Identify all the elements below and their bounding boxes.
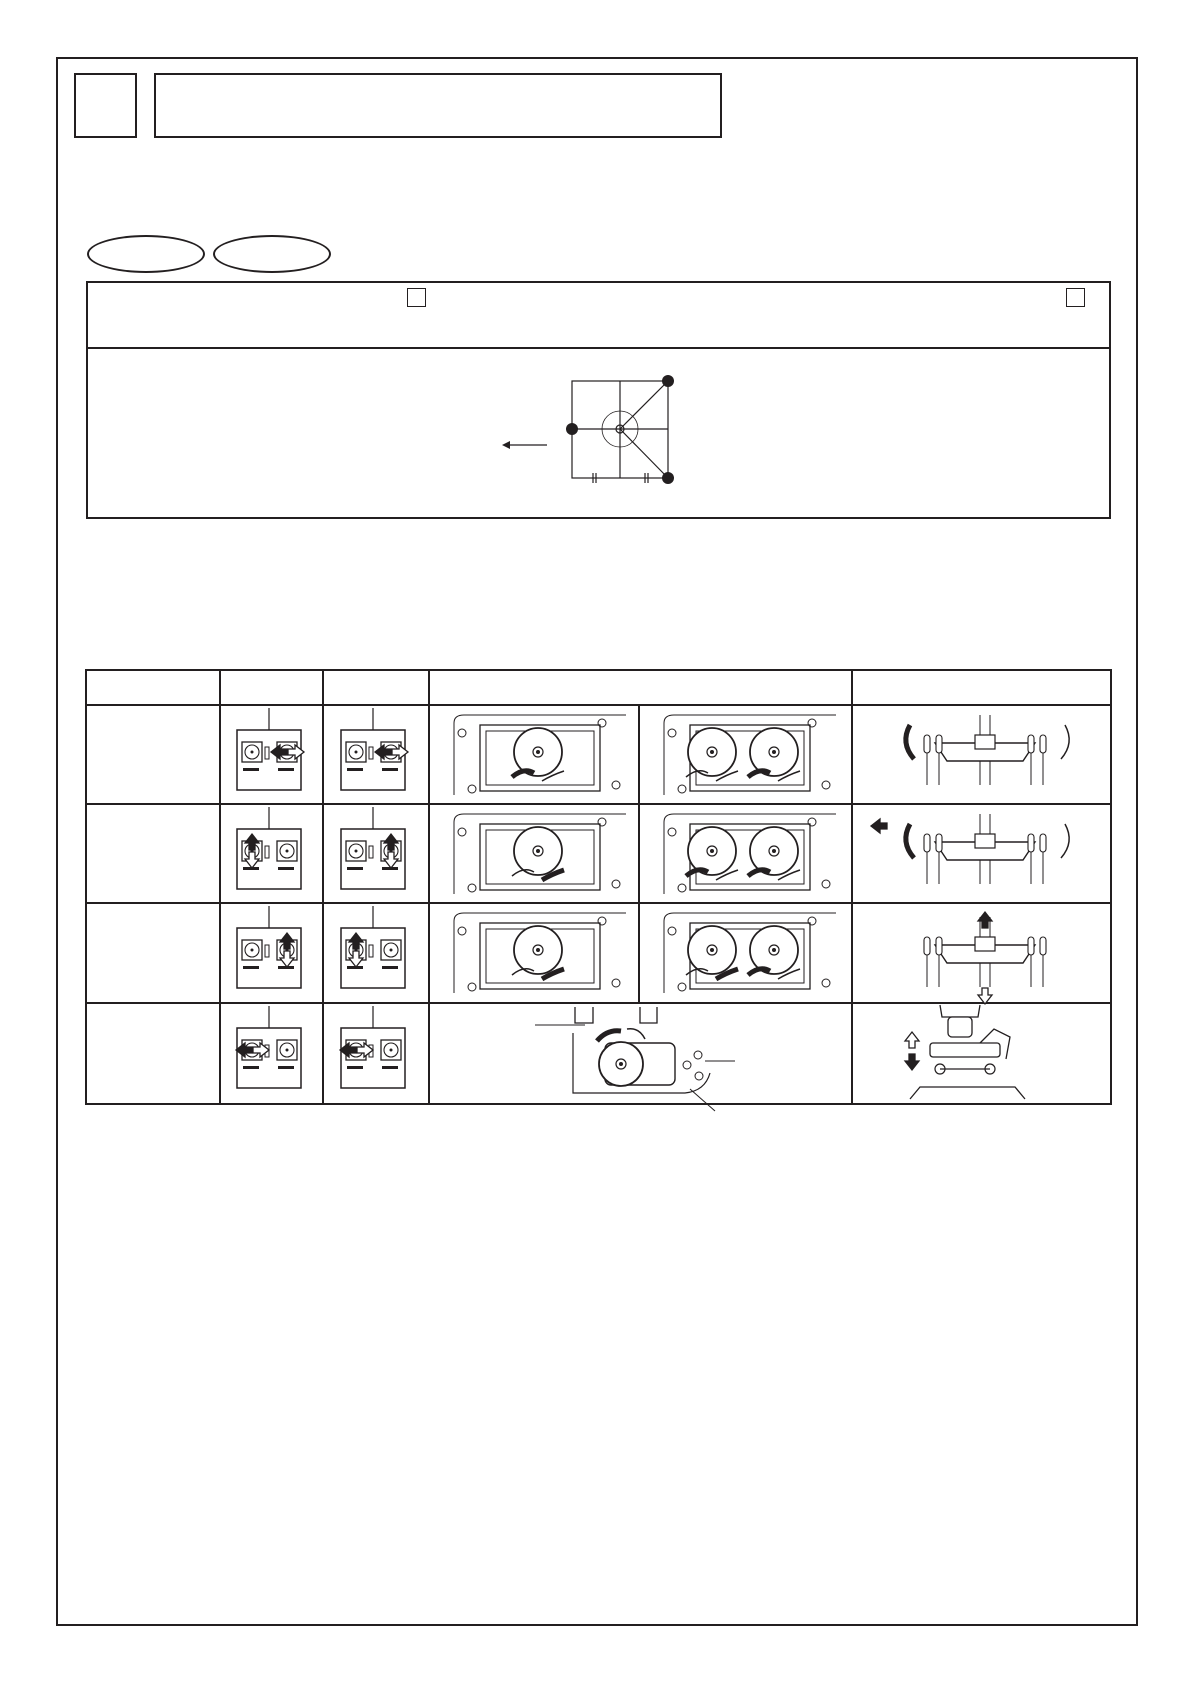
tail-servo-view [535,1007,735,1111]
transmitter-row4-mode-b [340,1006,405,1088]
servo-view-row1-a [454,715,626,795]
transmitter-row1-mode-b [341,708,408,790]
transmitter-row1-mode-a [237,708,304,790]
swash-result-row1 [906,715,1069,785]
transmitter-row4-mode-a [236,1006,301,1088]
transmitter-row2-mode-b [341,807,405,889]
transmitter-row3-mode-a [237,906,301,988]
servo-view-row3-a [454,913,626,993]
swash-result-row3 [924,912,1046,1004]
transmitter-row3-mode-b [341,906,405,988]
transmitter-row2-mode-a [237,807,301,889]
servo-view-row3-b [664,913,836,993]
servo-view-row2-b [664,814,836,894]
servo-view-row1-b [664,715,836,795]
servo-view-row2-a [454,814,626,894]
swash-result-row2 [871,814,1069,884]
tail-pitch-result [905,1005,1025,1099]
